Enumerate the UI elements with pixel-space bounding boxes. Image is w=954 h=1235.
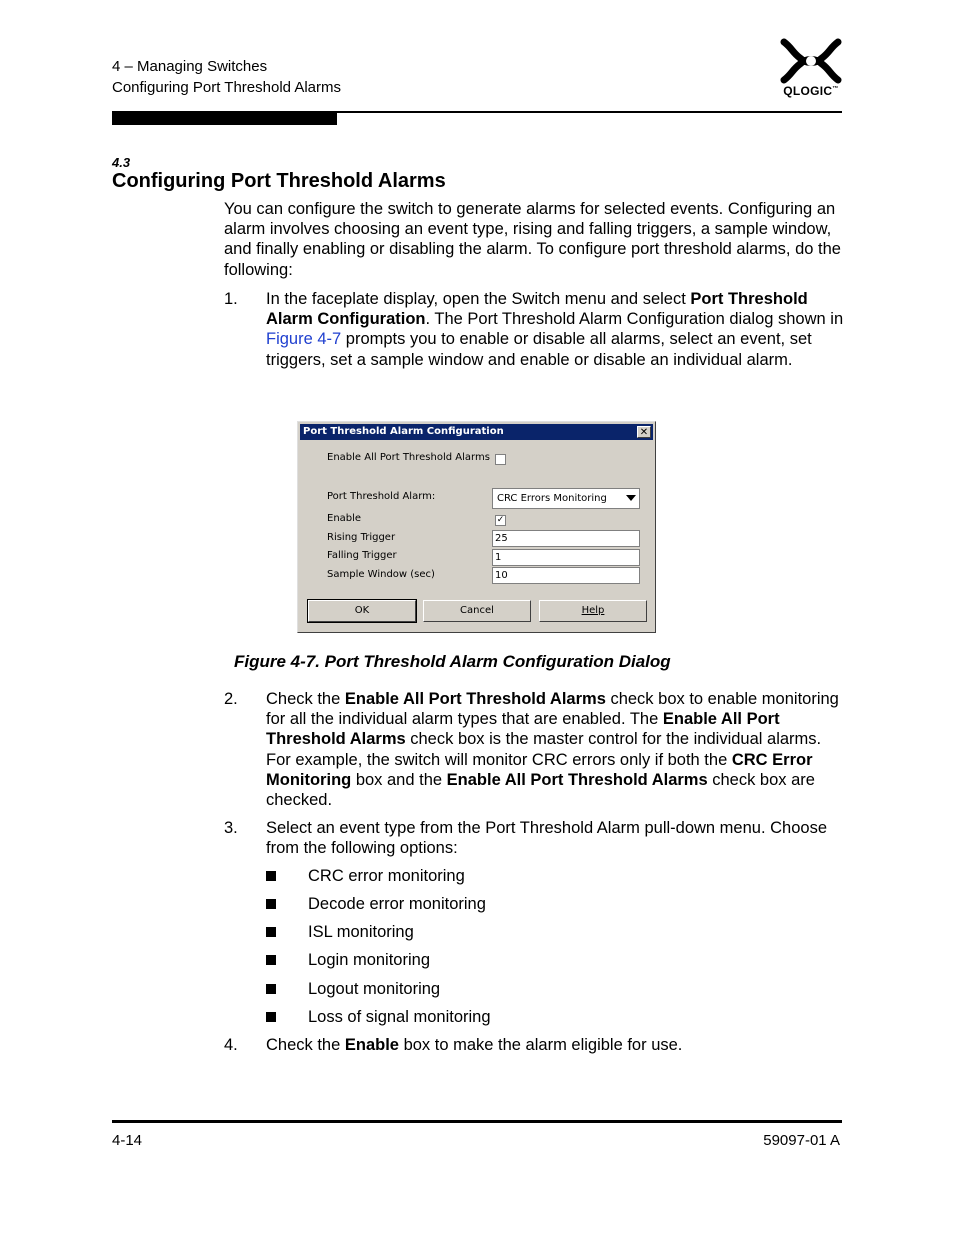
rising-trigger-input[interactable]: 25 xyxy=(492,530,640,547)
section-title: Configuring Port Threshold Alarms xyxy=(112,170,446,192)
dropdown-arrow-icon[interactable] xyxy=(626,495,636,501)
sample-window-label: Sample Window (sec) xyxy=(327,569,435,580)
bullet-icon xyxy=(266,871,276,881)
option-list-item: Decode error monitoring xyxy=(308,895,486,913)
sample-window-input[interactable]: 10 xyxy=(492,567,640,584)
option-list-item: Login monitoring xyxy=(308,951,430,969)
intro-paragraph: You can configure the switch to generate alarms for selected events. Configuring an alarm involves choosing an event type, rising and falling triggers, a sample window, and finally enabling or disabling the alarm. To configure port threshold alarms, do the following: xyxy=(224,200,841,279)
enable-checkbox[interactable]: ✓ xyxy=(496,515,505,525)
option-list-item: ISL monitoring xyxy=(308,923,414,941)
qlogic-logo-mark-icon xyxy=(778,38,844,84)
step-3-text: Select an event type from the Port Threshold Alarm pull-down menu. Choose from the following options: xyxy=(266,819,827,858)
alarm-type-select[interactable] xyxy=(492,488,640,509)
option-list-item: CRC error monitoring xyxy=(308,867,465,885)
step-3-number: 3. xyxy=(224,819,238,837)
alarm-type-value: CRC Errors Monitoring xyxy=(497,493,607,504)
step-4-text: Check the Enable box to make the alarm eligible for use. xyxy=(266,1036,683,1054)
falling-trigger-input[interactable]: 1 xyxy=(492,549,640,566)
rising-trigger-label: Rising Trigger xyxy=(327,532,396,543)
step-1-number: 1. xyxy=(224,290,238,308)
logo-wordmark: QLOGIC™ xyxy=(783,84,839,98)
footer-rule xyxy=(112,1120,842,1123)
qlogic-logo xyxy=(778,38,844,102)
document-number: 59097-01 A xyxy=(763,1132,840,1149)
dialog-titlebar xyxy=(300,424,653,440)
enable-label: Enable xyxy=(327,513,362,524)
step-2-text: Check the Enable All Port Threshold Alarms check box to enable monitoring for all the individual alarm types that are enabled. The Enable All Port Threshold Alarms check box is the master control for the individual alarms. For example, the switch will monitor CRC errors only if both the CRC Error Monitoring box and the Enable All Port Threshold Alarms check box are checked. xyxy=(266,690,839,810)
port-threshold-alarm-dialog xyxy=(297,421,656,633)
dialog-title: Port Threshold Alarm Configuration xyxy=(303,426,504,437)
cancel-button[interactable]: Cancel xyxy=(423,600,531,622)
bullet-icon xyxy=(266,955,276,965)
ok-button[interactable]: OK xyxy=(308,600,416,622)
option-list-item: Logout monitoring xyxy=(308,980,441,998)
header-rule-tab xyxy=(112,111,337,125)
option-list-item: Loss of signal monitoring xyxy=(308,1008,491,1026)
alarm-type-label: Port Threshold Alarm: xyxy=(327,491,436,502)
bullet-icon xyxy=(266,927,276,937)
enable-all-label: Enable All Port Threshold Alarms xyxy=(327,452,490,463)
page-number: 4-14 xyxy=(112,1132,143,1149)
section-number: 4.3 xyxy=(112,155,131,170)
falling-trigger-label: Falling Trigger xyxy=(327,550,397,561)
step-4-number: 4. xyxy=(224,1036,238,1054)
step-2-number: 2. xyxy=(224,690,238,708)
bullet-icon xyxy=(266,899,276,909)
enable-all-checkbox[interactable] xyxy=(495,454,506,465)
help-button[interactable]: Help xyxy=(539,600,647,622)
figure-caption: Figure 4-7. Port Threshold Alarm Configuration Dialog xyxy=(234,652,671,671)
figure-4-7-link[interactable]: Figure 4-7 xyxy=(266,330,342,349)
bullet-icon xyxy=(266,984,276,994)
running-head-section: Configuring Port Threshold Alarms xyxy=(112,79,341,96)
bullet-icon xyxy=(266,1012,276,1022)
running-head-chapter: 4 – Managing Switches xyxy=(112,58,268,75)
step-1-text: In the faceplate display, open the Switch menu and select Port Threshold Alarm Configuration. The Port Threshold Alarm Configuration dialog shown in Figure 4-7 prompts you to enable or disable all alarms, select an event, set triggers, set a sample window and enable or disable an individual alarm. xyxy=(266,290,844,369)
close-icon[interactable]: ✕ xyxy=(637,426,651,438)
